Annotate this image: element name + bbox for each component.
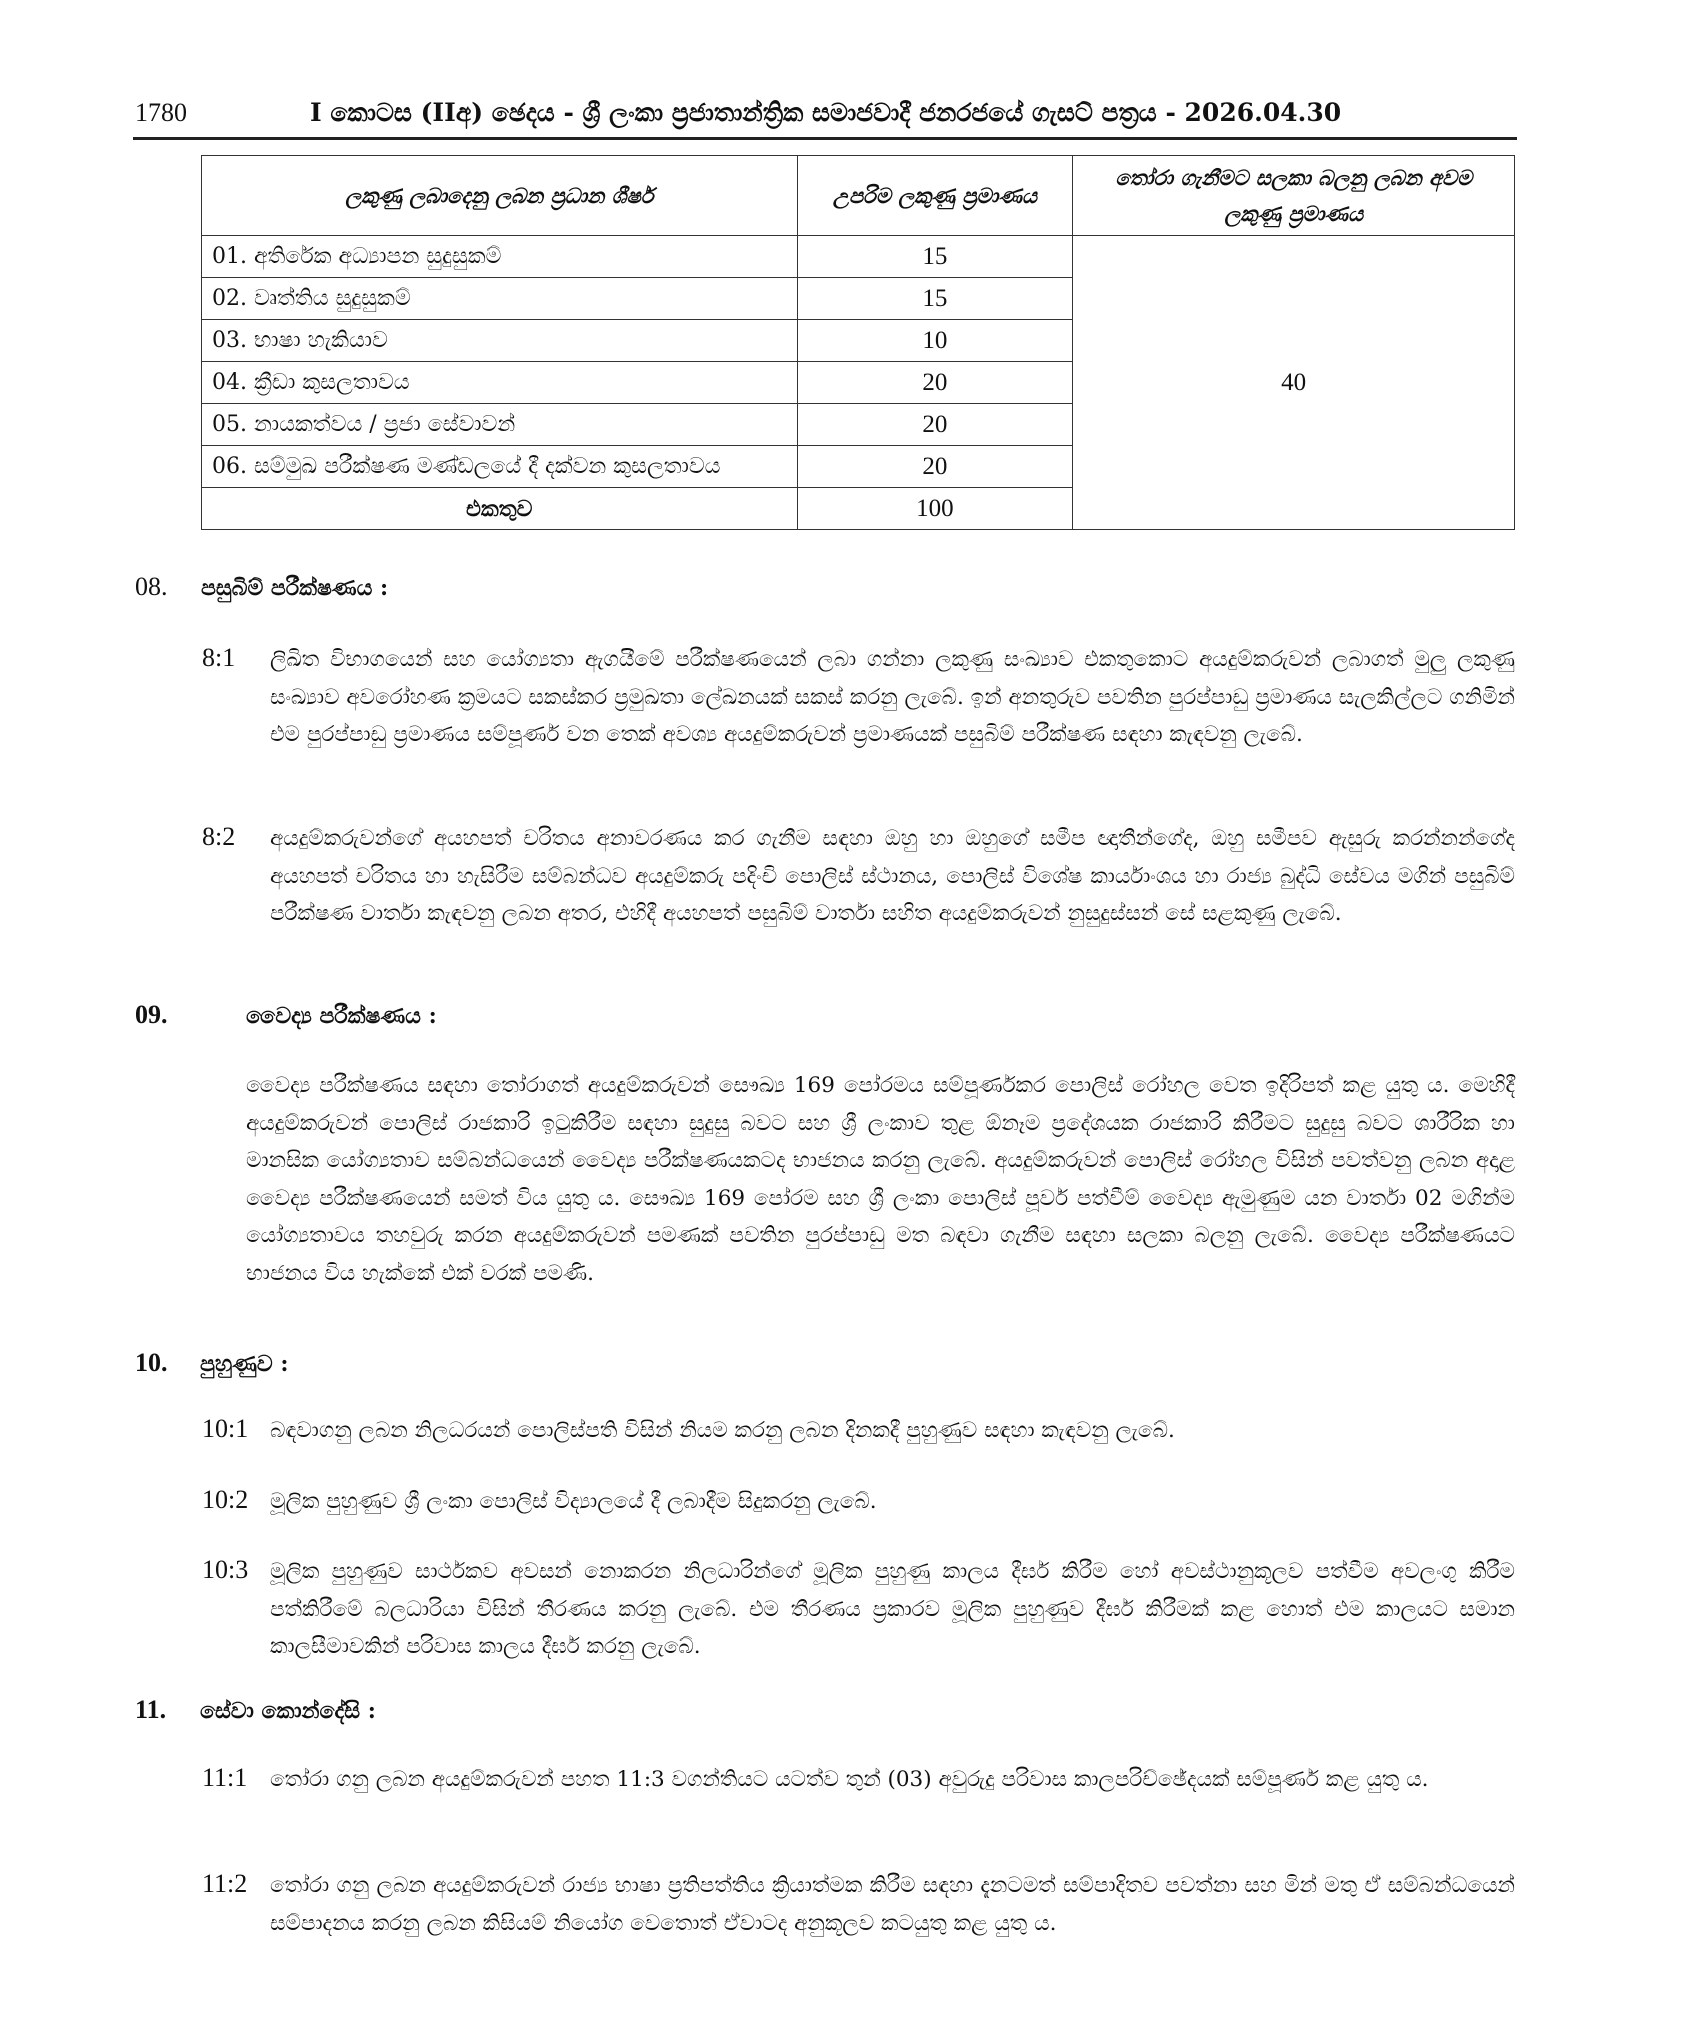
section-10-title: පුහුණුව : <box>200 1351 289 1377</box>
criterion-cell: 02. වෘත්තිය සුදුසුකම් <box>202 278 798 320</box>
marks-cell: 15 <box>797 278 1073 320</box>
clause-10-3-number: 10:3 <box>202 1555 249 1584</box>
section-08-title: පසුබිම් පරීක්ෂණය : <box>201 575 389 601</box>
criterion-cell: 03. භාෂා හැකියාව <box>202 320 798 362</box>
clause-11-1-number: 11:1 <box>202 1763 248 1792</box>
table-header-row <box>202 156 1515 236</box>
criterion-cell: 04. ක්‍රීඩා කුසලතාවය <box>202 362 798 404</box>
section-09-text: වෛද්‍ය පරීක්ෂණය සඳහා තෝරාගත් අයදුම්කරුවන් සෞඛ්‍ය 169 පෝරමය සම්පූර්ණකර පොලිස් රෝහල වෙත ඉදිරිපත් කළ යුතු ය. මෙහිදී අයදුම්කරුවන් පොලිස් රාජකාරි ඉටුකිරීම සඳහා සුදුසු බවට සහ ශ්‍රී ලංකාව තුළ ඕනෑම ප්‍රදේශයක රාජකාරි කිරීමට සුදුසු බවට ශාරීරික හා මානසික යෝග්‍යතාව සම්බන්ධයෙන් වෛද්‍ය පරීක්ෂණයකටද භාජනය කරනු ලැබේ. අයදුම්කරුවන් පොලිස් රෝහල විසින් පවත්වනු ලබන අදාළ වෛද්‍ය පරීක්ෂණයෙන් සමත් විය යුතු ය. සෞඛ්‍ය 169 පෝරම සහ ශ්‍රී ලංකා පොලිස් පූර්ව පත්වීම් වෛද්‍ය ඇමුණුම යන වාර්තා 02 මගින්ම යෝග්‍යතාවය තහවුරු කරන අයදුම්කරුවන් පමණක් පවතින පුරප්පාඩු මත බඳවා ගැනීම සඳහා සලකා බලනු ලැබේ. වෛද්‍ය පරීක්ෂණයට භාජනය විය හැක්කේ එක් වරක් පමණි. <box>246 1073 1516 1286</box>
clause-8-1-number: 8:1 <box>202 643 236 672</box>
clause-10-2-text: මූලික පුහුණුව ශ්‍රී ලංකා පොලිස් විද්‍යාලයේ දී ලබාදීම සිදුකරනු ලැබේ. <box>270 1489 877 1514</box>
clause-11-2-text: තෝරා ගනු ලබන අයදුම්කරුවන් රාජ්‍ය භාෂා ප්‍රතිපත්තිය ක්‍රියාත්මක කිරීම සඳහා දැනටමත් සම්පාදිතව පවත්නා සහ මින් මතු ඒ සම්බන්ධයෙන් සම්පාදනය කරනු ලබන කිසියම් නියෝග වෙතොත් ඒවාටද අනුකූලව කටයුතු කළ යුතු ය. <box>270 1873 1515 1936</box>
clause-8-2-number: 8:2 <box>202 822 236 851</box>
marks-cell: 20 <box>797 446 1073 488</box>
clause-10-2-number: 10:2 <box>202 1485 249 1514</box>
marks-cell: 20 <box>797 362 1073 404</box>
clause-8-2-text: අයදුම්කරුවන්ගේ අයහපත් චරිතය අනාවරණය කර ගැනීම සඳහා ඔහු හා ඔහුගේ සමීප ඥාතීන්ගේද, ඔහු සමීපව ඇසුරු කරන්නන්ගේද අයහපත් චරිතය හා හැසිරීම සම්බන්ධව අයදුම්කරු පදිංචි පොලිස් ස්ථානය, පොලිස් විශේෂ කාර්යාංශය හා රාජ්‍ය බුද්ධි සේවය මගින් පසුබිම් පරීක්ෂණ වාර්තා කැඳවනු ලබන අතර, එහිදී අයහපත් පසුබිම් වාර්තා සහිත අයදුම්කරුවන් නුසුදුස්සන් සේ සළකුණු ලැබේ. <box>270 826 1515 926</box>
clause-8-1-text: ලිඛිත විභාගයෙන් සහ යෝග්‍යතා ඇගයීමේ පරීක්ෂණයෙන් ලබා ගන්නා ලකුණු සංඛ්‍යාව එකතුකොට අයදුම්කරුවන් ලබාගත් මුලු ලකුණු සංඛ්‍යාව අවරෝහණ ක්‍රමයට සකස්කර ප්‍රමුඛතා ලේඛනයක් සකස් කරනු ලැබේ. ඉන් අනතුරුව පවතින පුරප්පාඩු ප්‍රමාණය සැලකිල්ලට ගනිමින් එම පුරප්පාඩු ප්‍රමාණය සම්පූර්ණ වන තෙක් අවශ්‍ය අයදුම්කරුවන් ප්‍රමාණයක් පසුබිම් පරීක්ෂණ සඳහා කැඳවනු ලැබේ. <box>270 647 1515 747</box>
section-10-number: 10. <box>135 1348 168 1377</box>
header-max-marks: උපරිම ලකුණු ප්‍රමාණය <box>797 156 1073 236</box>
marks-cell: 10 <box>797 320 1073 362</box>
page-number: 1780 <box>135 98 187 127</box>
marks-table <box>201 155 1515 530</box>
section-09-title: වෛද්‍ය පරීක්ෂණය : <box>246 1003 437 1029</box>
total-label: එකතුව <box>202 488 798 530</box>
criterion-cell: 01. අතිරේක අධ්‍යාපන සුදුසුකම් <box>202 236 798 278</box>
section-08-number: 08. <box>135 572 168 601</box>
section-11-number: 11. <box>135 1695 167 1724</box>
clause-10-1-text: බඳවාගනු ලබන නිලධරයන් පොලිස්පති විසින් නියම කරනු ලබන දිනකදී පුහුණුව සඳහා කැඳවනු ලැබේ. <box>270 1418 1175 1443</box>
clause-10-3-text: මූලික පුහුණුව සාර්ථකව අවසන් නොකරන නිලධාරින්ගේ මූලික පුහුණු කාලය දීර්ඝ කිරීම හෝ අවස්ථානුකූලව පත්වීම අවලංගු කිරීම පත්කිරීමේ බලධාරියා විසින් තීරණය කරනු ලැබේ. එම තීරණය ප්‍රකාරව මූලික පුහුණුව දීර්ඝ කිරීමක් කළ හොත් එම කාලයට සමාන කාලසීමාවකින් පරිවාස කාලය දීර්ඝ කරනු ලැබේ. <box>270 1559 1515 1659</box>
section-09-number: 09. <box>135 1000 168 1029</box>
min-marks-cell: 40 <box>1073 236 1515 530</box>
header-criteria: ලකුණු ලබාදෙනු ලබන ප්‍රධාන ශීර්ෂ <box>202 156 798 236</box>
section-11-title: සේවා කොන්දේසි : <box>200 1698 376 1724</box>
total-value: 100 <box>797 488 1073 530</box>
page-header-title: I කොටස (IIඅ) ඡෙදය - ශ්‍රී ලංකා ප්‍රජාතාන්ත්‍රික සමාජවාදී ජනරජයේ ගැසට් පත්‍රය - 2026.04.30 <box>310 98 1342 127</box>
clause-11-1-text: තෝරා ගනු ලබන අයදුම්කරුවන් පහත 11:3 වගන්තියට යටත්ව තුන් (03) අවුරුදු පරිවාස කාලපරිච්ඡේදයක් සම්පූර්ණ කළ යුතු ය. <box>270 1767 1429 1792</box>
header-min-marks: තෝරා ගැනීමට සලකා බලනු ලබන අවම ලකුණු ප්‍රමාණය <box>1073 156 1515 236</box>
clause-10-1-number: 10:1 <box>202 1414 249 1443</box>
header-rule <box>133 137 1517 140</box>
criterion-cell: 06. සම්මුඛ පරීක්ෂණ මණ්ඩලයේ දී දක්වන කුසලතාවය <box>202 446 798 488</box>
marks-cell: 20 <box>797 404 1073 446</box>
marks-cell: 15 <box>797 236 1073 278</box>
clause-11-2-number: 11:2 <box>202 1869 248 1898</box>
table-row <box>202 236 1515 278</box>
criterion-cell: 05. නායකත්වය / ප්‍රජා සේවාවන් <box>202 404 798 446</box>
